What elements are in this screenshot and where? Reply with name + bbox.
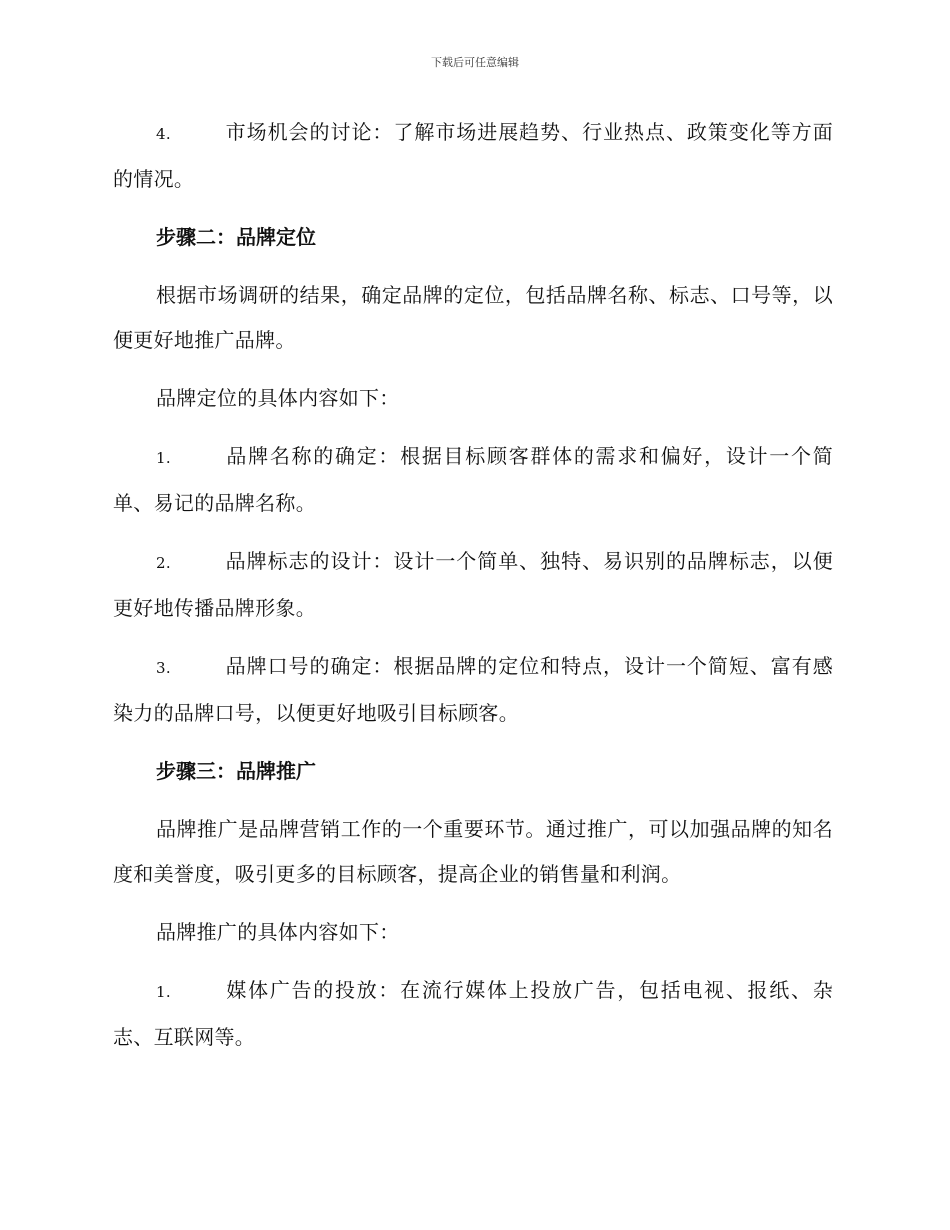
step2-heading: 步骤二：品牌定位 [156, 225, 316, 249]
list-item-text: 品牌标志的设计：设计一个简单、独特、易识别的品牌标志，以便更好地传播品牌形象。 [113, 549, 833, 620]
list-number: 1. [156, 983, 171, 1001]
list-item-text: 品牌名称的确定：根据目标顾客群体的需求和偏好，设计一个简单、易记的品牌名称。 [113, 444, 833, 515]
step3-paragraph-2: 品牌推广的具体内容如下： [156, 920, 400, 944]
list-item-market-opportunity [113, 110, 833, 202]
list-item-brand-slogan [113, 644, 833, 736]
list-item-brand-logo [113, 539, 833, 631]
list-item-media-ads [113, 968, 833, 1060]
list-item-brand-name [113, 434, 833, 526]
list-number: 2. [156, 554, 171, 572]
step2-paragraph-2: 品牌定位的具体内容如下： [156, 386, 400, 410]
step3-paragraph-1: 品牌推广是品牌营销工作的一个重要环节。通过推广，可以加强品牌的知名度和美誉度，吸引更多的目标顾客，提高企业的销售量和利润。 [113, 817, 833, 886]
page-header: 下载后可任意编辑 [431, 56, 519, 69]
step3-heading: 步骤三：品牌推广 [156, 759, 316, 783]
list-number: 1. [156, 449, 171, 467]
list-item-text: 市场机会的讨论：了解市场进展趋势、行业热点、政策变化等方面的情况。 [113, 120, 833, 191]
list-item-text: 媒体广告的投放：在流行媒体上投放广告，包括电视、报纸、杂志、互联网等。 [113, 978, 833, 1049]
list-number: 4. [156, 125, 171, 143]
document-body [113, 110, 833, 1073]
step2-paragraph-1: 根据市场调研的结果，确定品牌的定位，包括品牌名称、标志、口号等，以便更好地推广品牌。 [113, 283, 833, 352]
list-number: 3. [156, 659, 171, 677]
list-item-text: 品牌口号的确定：根据品牌的定位和特点，设计一个简短、富有感染力的品牌口号，以便更好地吸引目标顾客。 [113, 654, 833, 725]
